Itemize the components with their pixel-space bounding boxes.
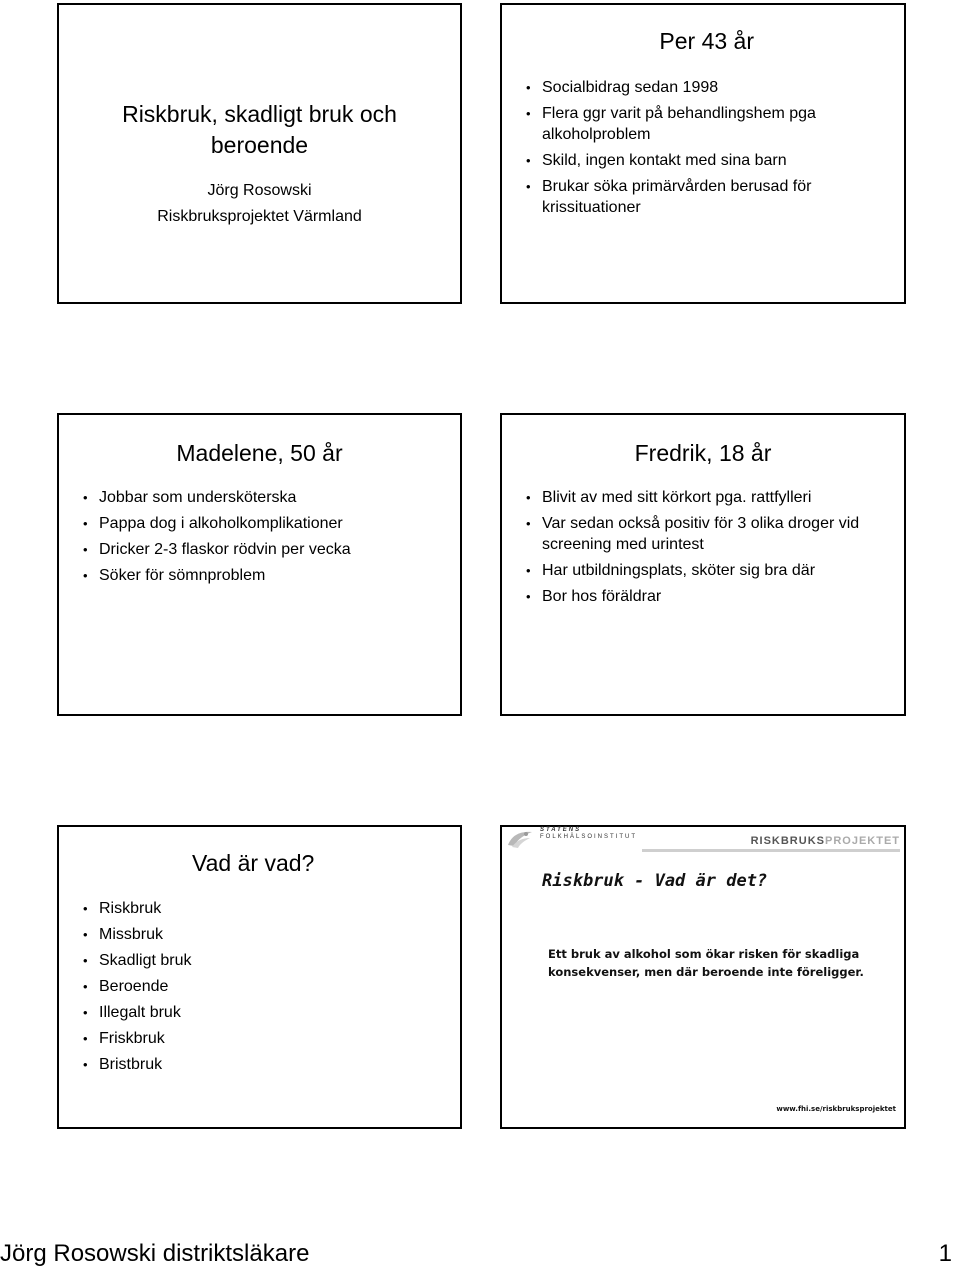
list-item: • Dricker 2-3 flaskor rödvin per vecka bbox=[83, 539, 453, 560]
list-item: • Söker för sömnproblem bbox=[83, 565, 453, 586]
slide-subtitle bbox=[59, 178, 460, 230]
slide-title: Per 43 år bbox=[659, 28, 754, 54]
slide-riskbruk-definition bbox=[500, 825, 906, 1129]
slide-heading: Riskbruk - Vad är det? bbox=[542, 871, 768, 891]
fhi-logo-icon bbox=[506, 829, 534, 849]
list-item: • Pappa dog i alkoholkomplikationer bbox=[83, 513, 453, 534]
page-footer-author: Jörg Rosowski distriktsläkare bbox=[0, 1240, 310, 1267]
list-item: • Skild, ingen kontakt med sina barn bbox=[526, 150, 896, 171]
list-item: • Var sedan också positiv för 3 olika droger vid screening med urintest bbox=[526, 513, 896, 555]
slide-case-per bbox=[500, 3, 906, 304]
org-name-line-1: STATENS bbox=[540, 827, 582, 833]
bullet-list bbox=[83, 487, 453, 591]
org-name-line-2: FOLKHÄLSOINSTITUT bbox=[540, 834, 638, 840]
project-logo-text bbox=[751, 835, 900, 847]
title-line-2: beroende bbox=[210, 132, 309, 158]
page-number: 1 bbox=[938, 1240, 952, 1267]
slide-case-fredrik bbox=[500, 413, 906, 716]
list-item: • Skadligt bruk bbox=[83, 950, 283, 971]
header-divider bbox=[642, 849, 900, 852]
list-item: • Illegalt bruk bbox=[83, 1002, 283, 1023]
bullet-list bbox=[526, 77, 896, 223]
slide-title: Vad är vad? bbox=[192, 850, 315, 876]
title-line-1: Riskbruk, skadligt bruk och bbox=[122, 101, 397, 127]
slide-case-madelene bbox=[57, 413, 462, 716]
list-item: • Missbruk bbox=[83, 924, 283, 945]
project-logo-part-2: PROJEKTET bbox=[824, 835, 900, 847]
list-item: • Beroende bbox=[83, 976, 283, 997]
author-name: Jörg Rosowski bbox=[207, 182, 312, 199]
bullet-list bbox=[83, 898, 283, 1080]
slide-title: Fredrik, 18 år bbox=[634, 440, 772, 466]
definition-text: Ett bruk av alkohol som ökar risken för skadliga konsekvenser, men där beroende inte föreligger. bbox=[548, 947, 864, 979]
list-item: • Riskbruk bbox=[83, 898, 283, 919]
list-item: • Blivit av med sitt körkort pga. rattfylleri bbox=[526, 487, 896, 508]
slide-title-card bbox=[57, 3, 462, 304]
slide-title: Madelene, 50 år bbox=[176, 440, 343, 466]
list-item: • Flera ggr varit på behandlingshem pga alkoholproblem bbox=[526, 103, 896, 145]
list-item: • Jobbar som undersköterska bbox=[83, 487, 453, 508]
list-item: • Bristbruk bbox=[83, 1054, 283, 1075]
bullet-list bbox=[526, 487, 896, 612]
project-logo-part-1: RISKBRUKS bbox=[750, 835, 825, 847]
slide-header bbox=[502, 827, 904, 853]
slide-title bbox=[59, 99, 460, 161]
list-item: • Friskbruk bbox=[83, 1028, 283, 1049]
website-url: www.fhi.se/riskbruksprojektet bbox=[776, 1105, 896, 1113]
list-item: • Brukar söka primärvården berusad för krissituationer bbox=[526, 176, 896, 218]
slide-terms bbox=[57, 825, 462, 1129]
list-item: • Socialbidrag sedan 1998 bbox=[526, 77, 896, 98]
list-item: • Har utbildningsplats, sköter sig bra där bbox=[526, 560, 896, 581]
list-item: • Bor hos föräldrar bbox=[526, 586, 896, 607]
project-name: Riskbruksprojektet Värmland bbox=[157, 208, 362, 225]
